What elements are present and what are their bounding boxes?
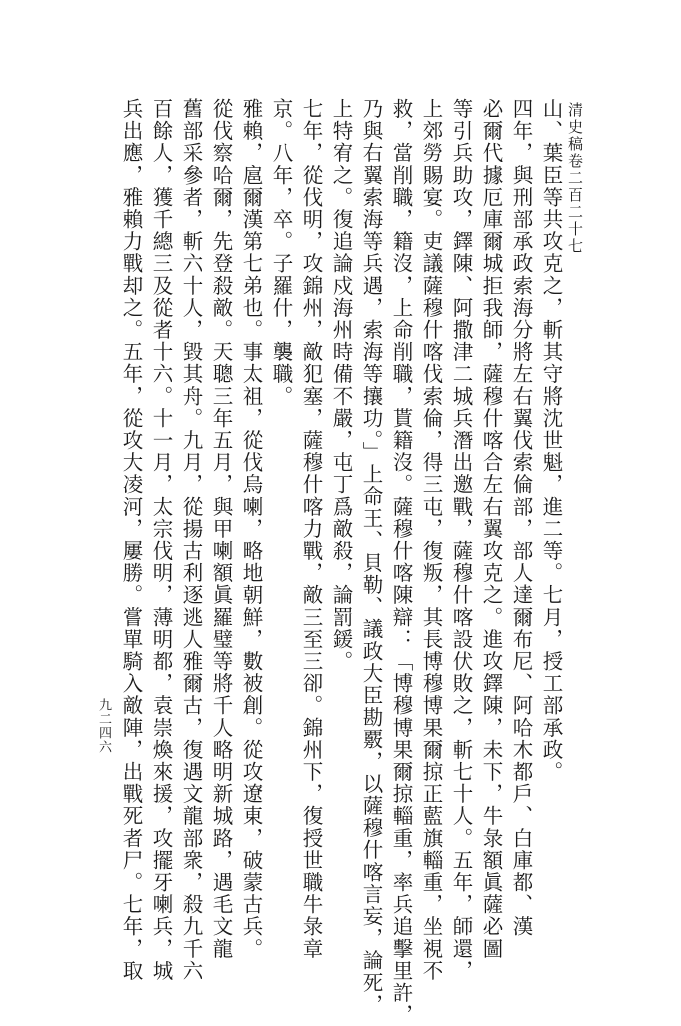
text-column-1: 山、葉臣等共攻克之，斬其守將沈世魁，進二等。七月，授工部承政。: [539, 98, 563, 784]
text-column-7: 乃與右翼索海等兵遇，索海等攘功。」上命王、貝勒、議政大臣勘覈，以薩穆什喀言妄，論死，: [359, 98, 383, 1016]
text-column-8: 上特宥之。復追論戍海州時備不嚴，屯丁爲敵殺，論罰鍰。: [329, 98, 353, 673]
text-column-14: 百餘人，獲千總三及從者十六。十一月，太宗伐明，薄明都，袁崇煥來援，攻擺牙喇兵，城: [149, 98, 173, 982]
text-column-10: 京。八年，卒。子羅什，襲職。: [269, 98, 293, 408]
text-column-3: 必爾代據厄庫爾城拒我師，薩穆什喀合左右翼攻克之。進攻鐸陳，未下，牛彔額眞薩必圖: [479, 98, 503, 960]
text-column-2: 四年，與刑部承政索海分將左右翼伐索倫部，部人達爾布尼、阿哈木都戶、白庫都、漢: [509, 98, 533, 938]
text-column-13: 舊部采參者，斬六十人，毀其舟。九月，從揚古利逐逃人雅爾古，復遇文龍部衆，殺九千六: [179, 98, 203, 982]
text-column-9: 七年，從伐明，攻錦州，敵犯塞，薩穆什喀力戰，敵三至三卻。錦州下，復授世職牛彔章: [299, 98, 323, 960]
text-column-12: 從伐察哈爾，先登殺敵。天聰三年五月，與甲喇額眞羅璧等將千人略明新城路，遇毛文龍: [209, 98, 233, 960]
text-column-11: 雅賴，扈爾漢第七弟也。事太祖，從伐烏喇，略地朝鮮，數被創。從攻遼東，破蒙古兵。: [239, 98, 263, 960]
running-title: 清史稿卷二百二十七: [566, 102, 584, 255]
page-number: 九二四六: [96, 698, 111, 754]
text-column-15: 兵出應，雅賴力戰却之。五年，從攻大凌河，屢勝。嘗單騎入敵陣，出戰死者尸。七年，取: [119, 98, 143, 982]
text-column-5: 上郊勞賜宴。吏議薩穆什喀伐索倫，得三屯，復叛，其長博穆博果爾掠正藍旗輜重，坐視不: [419, 98, 443, 982]
text-column-4: 等引兵助攻，鐸陳、阿撒津二城兵潛出邀戰，薩穆什喀設伏敗之，斬七十人。五年，師還，: [449, 98, 473, 982]
text-column-6: 救，當削職，籍沒，上命削職，貰籍沒。薩穆什喀陳辯：「博穆博果爾掠輜重，率兵追擊里許，: [389, 98, 413, 1026]
